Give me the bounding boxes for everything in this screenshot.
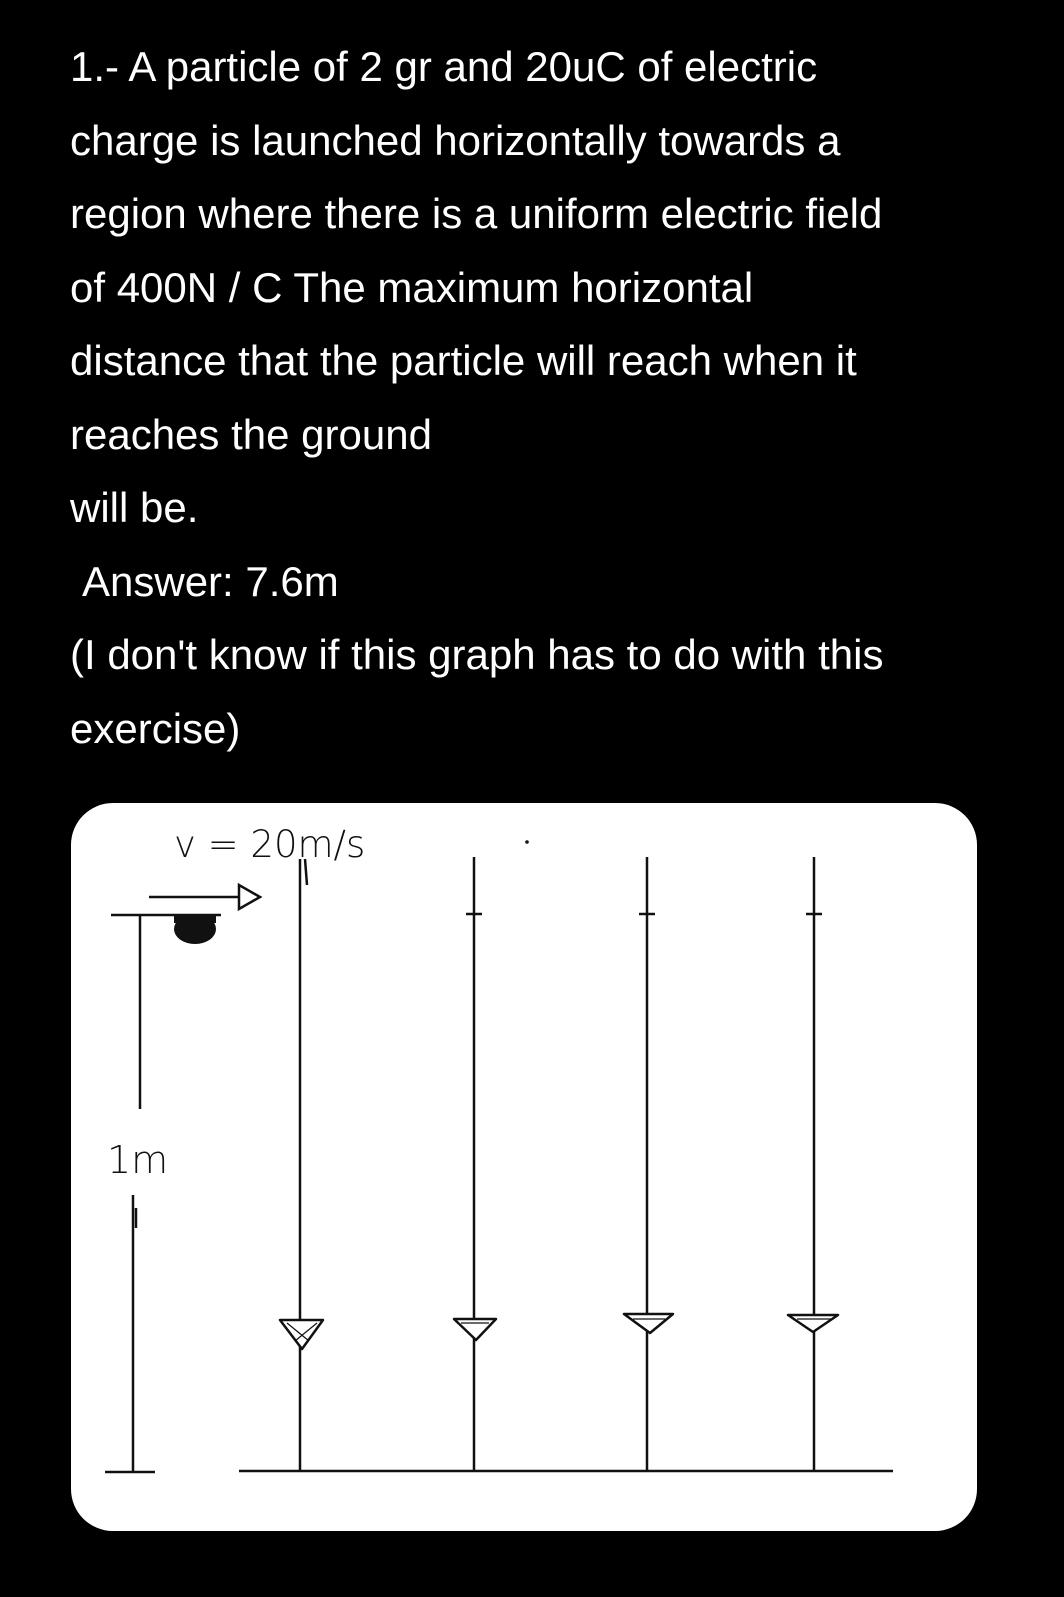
field-arrowhead-3 bbox=[624, 1314, 673, 1333]
question-line-7: will be. bbox=[70, 484, 199, 531]
physics-diagram bbox=[71, 803, 977, 1531]
question-text bbox=[70, 30, 1020, 765]
question-line-4: of 400N / C The maximum horizontal bbox=[70, 263, 754, 311]
note-line-2: exercise) bbox=[70, 704, 241, 752]
height-label: 1m bbox=[107, 1138, 169, 1182]
answer-text: Answer: 7.6m bbox=[82, 557, 339, 605]
stray-dot bbox=[525, 840, 529, 844]
question-line-1: 1.- A particle of 2 gr and 20uC of electric bbox=[70, 43, 818, 90]
note-line-1: (I don't know if this graph has to do with this bbox=[70, 631, 884, 678]
diagram-canvas bbox=[71, 803, 977, 1531]
question-line-2: charge is launched horizontally towards a bbox=[70, 116, 841, 164]
particle-top bbox=[174, 915, 216, 923]
question-line-3: region where there is a uniform electric field bbox=[70, 190, 883, 237]
velocity-label: v = 20m/s bbox=[174, 823, 366, 866]
question-line-5: distance that the particle will reach when it bbox=[70, 337, 857, 384]
field-arrowhead-2 bbox=[454, 1319, 496, 1340]
question-line-6: reaches the ground bbox=[70, 410, 432, 458]
velocity-arrowhead bbox=[239, 885, 260, 909]
field-arrowhead-4 bbox=[788, 1315, 838, 1332]
